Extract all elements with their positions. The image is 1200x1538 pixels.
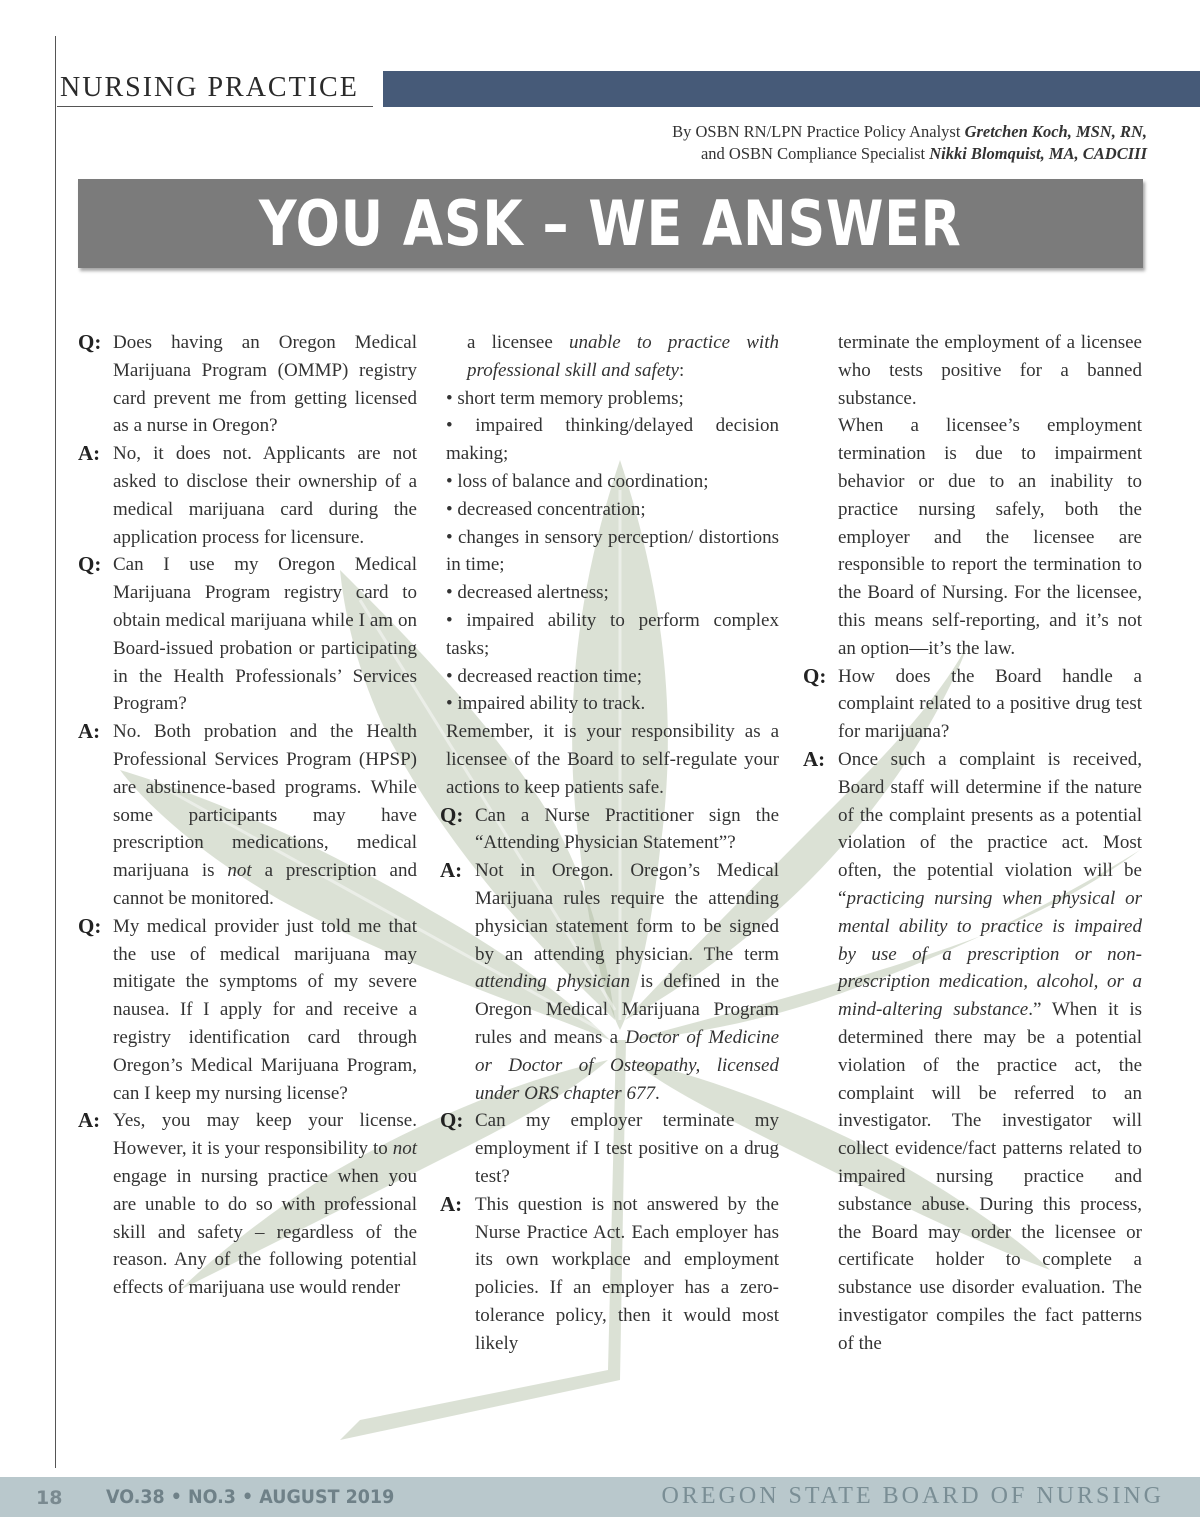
answer-text: [113, 1107, 417, 1302]
question-text: Does having an Oregon Medical Marijuana Program (OMMP) registry card prevent me from getting licensed as a nurse in Oregon?: [113, 332, 417, 437]
question-1: [78, 329, 417, 440]
answer-continuation: When a licensee’s employment termination is due to impairment behavior or due to an inability to practice nursing safely, both the employer and the licensee are responsible to report the termination to the Board of Nursing. For the licensee, this means self-reporting, and it’s not an option—it’s the law.: [838, 415, 1142, 659]
question-3: [78, 913, 417, 1108]
list-item: • changes in sensory perception/ distortions in time;: [446, 526, 779, 576]
a-label: A:: [78, 719, 101, 744]
text-column-3: [803, 329, 1142, 1357]
answer-4: [440, 857, 779, 1107]
question-text: Can I use my Oregon Medical Marijuana Program registry card to obtain medical marijuana while I am on Board-issued probation or participating in the Health Professionals’ Services Program?: [113, 554, 417, 715]
list-item: • impaired thinking/delayed decision making;: [446, 415, 779, 465]
answer-text-part: is defined in the Oregon Medical Marijuana Program rules and means a: [475, 971, 780, 1048]
answer-emphasis: practicing nursing when physical or mental ability to practice is impaired by use of a prescription or non-prescription medication, alcohol, or a mind-altering substance: [838, 887, 1142, 1021]
answer-text-part: .” When it is determined there may be a potential violation of the practice act, the complaint will be referred to an investigator. The investigator will collect evidence/fact patterns related to impaired nursing practice and substance abuse. During this process, the Board may order the licensee or certificate holder to complete a substance use disorder evaluation. The investigator compiles the fact patterns of the: [838, 999, 1142, 1354]
answer-3: [78, 1107, 417, 1302]
a-label: A:: [78, 1108, 101, 1133]
section-label: NURSING PRACTICE: [60, 72, 359, 103]
answer-text-part: engage in nursing practice when you are unable to do so with professional skill and safety – regardless of the reason. Any of the following potential effects of marijuana use would render: [113, 1165, 417, 1299]
a-label: A:: [78, 441, 101, 466]
answer-text-part: a licensee: [467, 332, 553, 353]
answer-1: [78, 440, 417, 551]
text-column-2: [440, 329, 779, 1357]
q-label: Q:: [803, 663, 827, 688]
effects-list: [440, 385, 779, 719]
answer-emphasis: Doctor of Medicine or Doctor of Osteopathy, licensed under ORS chapter 677: [475, 1026, 780, 1104]
question-6: [803, 663, 1142, 746]
list-item: • decreased reaction time;: [446, 665, 643, 687]
section-underline: [57, 106, 373, 107]
list-item: • decreased concentration;: [446, 498, 646, 520]
question-2: [78, 551, 417, 718]
q-label: Q:: [78, 913, 102, 938]
q-label: Q:: [78, 552, 102, 577]
question-text: Can a Nurse Practitioner sign the “Attending Physician Statement”?: [475, 804, 779, 854]
byline: [672, 121, 1147, 165]
list-item: • impaired ability to track.: [446, 693, 646, 715]
answer-text-part: Not in Oregon. Oregon’s Medical Marijuana rules require the attending physician statement form to be signed by an attending physician. The term: [475, 860, 779, 965]
answer-emphasis: unable to practice with professional skill and safety: [467, 332, 779, 381]
answer-text: [113, 718, 417, 913]
page-number: 18: [36, 1487, 63, 1509]
answer-text-part: No. Both probation and the Health Professional Services Program (HPSP) are abstinence-based programs. While some participants may have prescription medications, medical marijuana is: [113, 721, 417, 882]
answer-6: [803, 746, 1142, 1358]
byline-prefix-1: By OSBN RN/LPN Practice Policy Analyst: [672, 122, 961, 141]
q-label: Q:: [78, 330, 102, 354]
question-text: My medical provider just told me that the use of medical marijuana may mitigate the symptoms of my severe nausea. If I apply for and receive a registry identification card through Oregon’s Medical Marijuana Program, can I keep my nursing license?: [113, 915, 417, 1104]
question-text: Can my employer terminate my employment if I test positive on a drug test?: [475, 1110, 779, 1187]
answer-text: This question is not answered by the Nurse Practice Act. Each employer has its own workplace and employment policies. If an employer has a zero-tolerance policy, then it would most likely: [475, 1193, 779, 1354]
byline-line-1: [672, 121, 1147, 143]
answer-text: [475, 857, 779, 1107]
answer-continuation: terminate the employment of a licensee who tests positive for a banned substance.: [838, 332, 1142, 409]
answer-text-part: Yes, you may keep your license. However, it is your responsibility to: [113, 1110, 417, 1160]
answer-5: [440, 1191, 779, 1358]
organization-name: OREGON STATE BOARD OF NURSING: [661, 1483, 1164, 1509]
answer-text-part: Once such a complaint is received, Board staff will determine if the nature of the complaint presents as a potential violation of the practice act. Most often, the potential violation will be “: [838, 748, 1142, 909]
answer-emphasis: not: [392, 1138, 417, 1160]
answer-text-part: a prescription and cannot be monitored.: [113, 860, 417, 909]
answer-emphasis: not: [227, 860, 252, 882]
q-label: Q:: [440, 802, 464, 827]
issue-info: VO.38 • NO.3 • AUGUST 2019: [106, 1486, 395, 1508]
question-4: [440, 802, 779, 858]
a-label: A:: [440, 1191, 463, 1216]
answer-emphasis: attending physician: [475, 971, 630, 993]
list-item: • decreased alertness;: [446, 582, 609, 604]
title-banner: [78, 179, 1143, 268]
list-item: • loss of balance and coordination;: [446, 470, 709, 492]
answer-2: [78, 718, 417, 913]
answer-text-part: :: [678, 359, 685, 381]
list-item: • impaired ability to perform complex tasks;: [446, 609, 779, 659]
page-title: YOU ASK – WE ANSWER: [259, 187, 962, 260]
question-5: [440, 1107, 779, 1190]
answer-continuation: [440, 329, 779, 385]
reminder-text: Remember, it is your responsibility as a licensee of the Board to self-regulate your actions to keep patients safe.: [446, 721, 779, 798]
byline-author-2: Nikki Blomquist, MA, CADCIII: [929, 144, 1147, 163]
answer-text: No, it does not. Applicants are not asked to disclose their ownership of a medical marijuana card during the application process for licensure.: [113, 443, 417, 548]
byline-line-2: [672, 143, 1147, 165]
section-header-bar: [383, 71, 1200, 107]
byline-author-1: Gretchen Koch, MSN, RN,: [964, 122, 1147, 141]
a-label: A:: [803, 746, 826, 771]
question-text: How does the Board handle a complaint related to a positive drug test for marijuana?: [838, 665, 1142, 743]
left-margin-rule: [55, 36, 56, 1468]
q-label: Q:: [440, 1108, 464, 1133]
list-item: • short term memory problems;: [446, 387, 684, 409]
byline-prefix-2: and OSBN Compliance Specialist: [700, 144, 926, 163]
a-label: A:: [440, 858, 463, 883]
answer-text-part: .: [654, 1082, 660, 1104]
text-column-1: [78, 329, 417, 1302]
answer-text: [838, 746, 1142, 1358]
